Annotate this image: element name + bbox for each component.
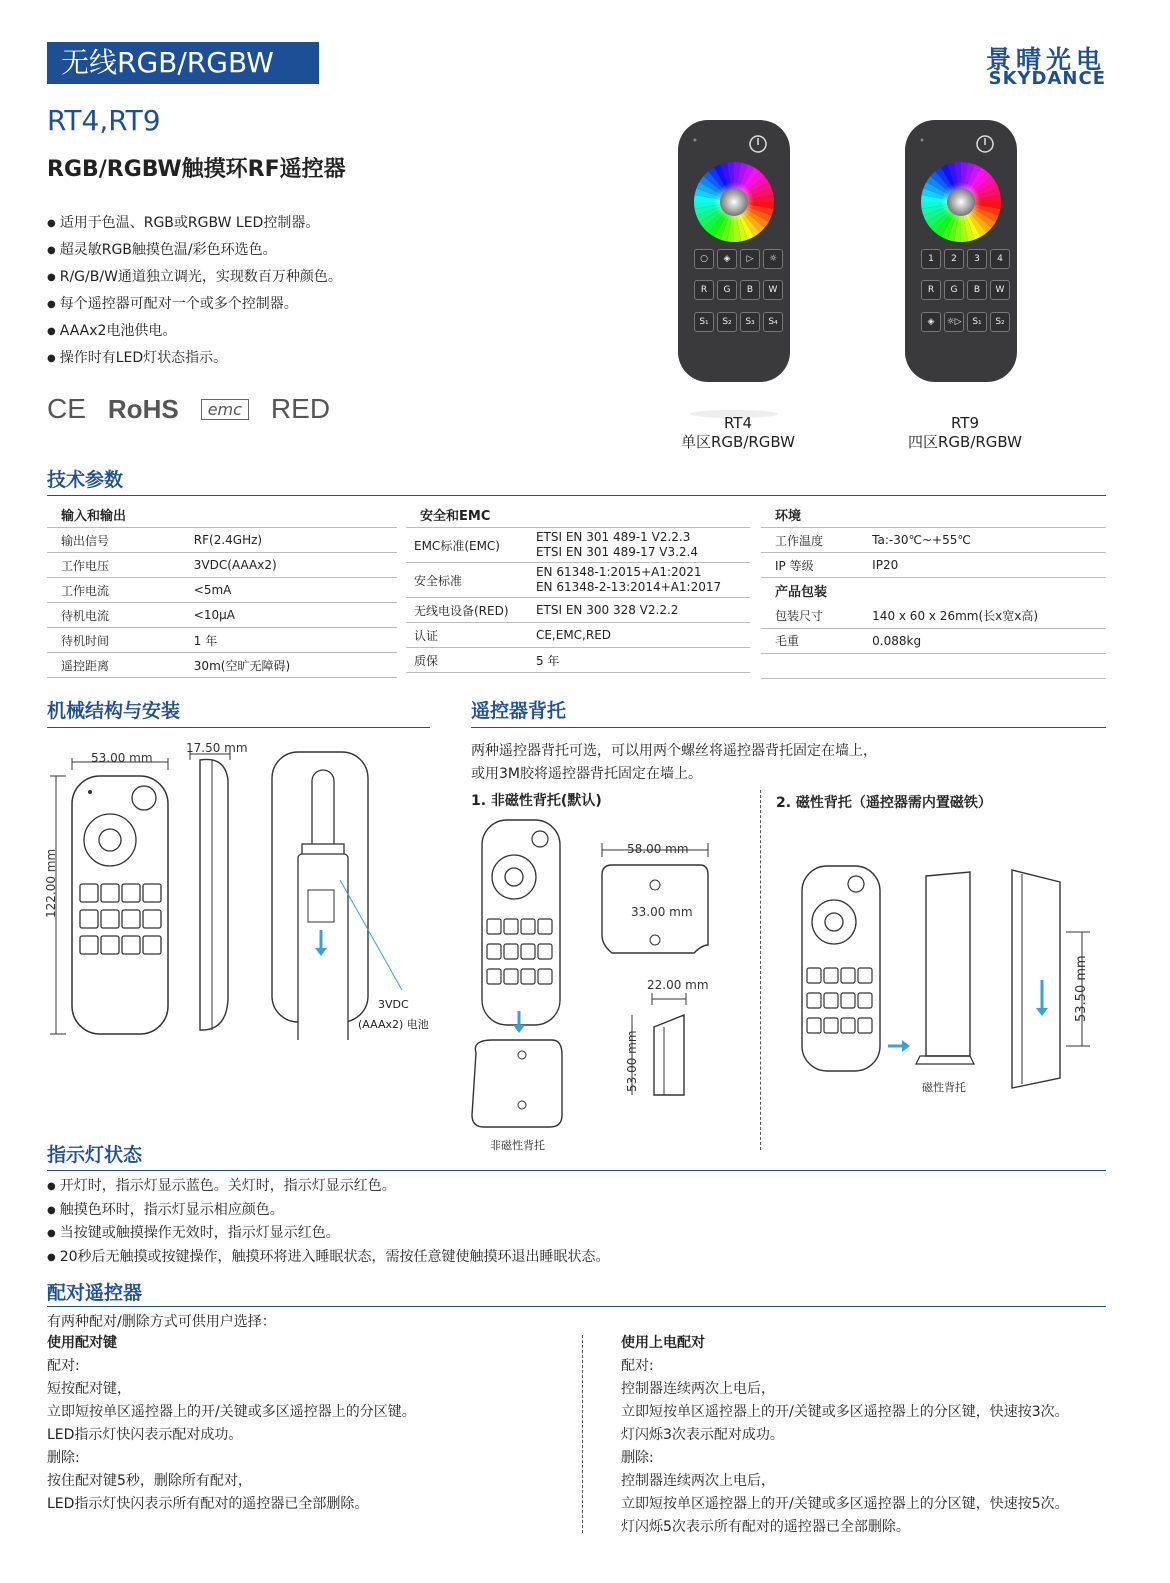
model-title: RT4,RT9 <box>47 104 161 137</box>
divider <box>47 1306 1106 1307</box>
holder-desc-2: 或用3M胶将遥控器背托固定在墙上。 <box>471 766 702 782</box>
nonmag-holder-label: 非磁性背托 <box>490 1139 545 1152</box>
pairing-line: 立即短按单区遥控器上的开/关键或多区遥控器上的分区键，快速按3次。 <box>621 1404 1069 1420</box>
pairing-line: 灯闪烁5次表示所有配对的遥控器已全部删除。 <box>621 1519 910 1535</box>
pairing-line: 立即短按单区遥控器上的开/关键或多区遥控器上的分区键。 <box>47 1404 416 1420</box>
dim-holder-height: 33.00 mm <box>631 905 693 919</box>
holder-option-1: 1. 非磁性背托(默认) <box>471 793 602 809</box>
spec-value: 5 年 <box>528 648 750 673</box>
rohs-logo: RoHS <box>107 393 179 424</box>
dim-holder-height-2: 53.00 mm <box>625 1030 639 1092</box>
remote-button[interactable]: ◈ <box>717 249 737 269</box>
spec-value: EN 61348-2-13:2014+A1:2017 <box>535 580 722 594</box>
feature-item: ● 超灵敏RGB触摸色温/彩色环选色。 <box>47 237 607 264</box>
pairing-title: 配对遥控器 <box>47 1282 143 1304</box>
dim-holder-depth: 22.00 mm <box>647 978 709 992</box>
spec-value: 1 年 <box>180 628 397 653</box>
remote-button[interactable]: ☼▷ <box>944 312 964 332</box>
rt4-caption <box>658 414 818 452</box>
pairing-right-title: 使用上电配对 <box>621 1335 705 1351</box>
feature-item: ● AAAx2电池供电。 <box>47 318 607 345</box>
spec-value: CE,EMC,RED <box>528 623 750 648</box>
mag-holder-drawing <box>790 860 1106 1100</box>
brand-name-cn: 景晴光电 <box>985 45 1106 74</box>
product-subtitle: RGB/RGBW触摸环RF遥控器 <box>47 157 346 182</box>
spec-value: IP20 <box>858 553 1106 578</box>
remote-button[interactable]: W <box>763 280 783 300</box>
pairing-line: 配对: <box>47 1358 80 1374</box>
remote-button[interactable]: ○ <box>694 249 714 269</box>
dim-height: 122.00 mm <box>44 848 58 918</box>
remote-button[interactable]: S₁ <box>694 312 714 332</box>
spec-value: 3VDC(AAAx2) <box>180 553 397 578</box>
remote-button[interactable]: ▷ <box>740 249 760 269</box>
pairing-line: LED指示灯快闪表示所有配对的遥控器已全部删除。 <box>47 1496 369 1512</box>
remote-button[interactable]: S₃ <box>740 312 760 332</box>
brand-name-en: SKYDANCE <box>988 68 1106 89</box>
cert-logos <box>47 393 330 425</box>
spec-key: 工作电流 <box>47 578 180 603</box>
remote-button[interactable]: ☼ <box>763 249 783 269</box>
indicator-item: ● 触摸色环时，指示灯显示相应颜色。 <box>47 1199 610 1223</box>
spec-value: <10μA <box>180 603 397 628</box>
divider <box>47 1170 1106 1171</box>
pairing-divider <box>582 1335 583 1533</box>
pairing-line: LED指示灯快闪表示配对成功。 <box>47 1427 243 1443</box>
remote-button[interactable]: G <box>944 280 964 300</box>
remote-rt9-buttons <box>897 131 1037 351</box>
rt9-model: RT9 <box>950 414 980 432</box>
spec-key: 毛重 <box>761 628 858 653</box>
dim-mag-holder: 53.50 mm <box>1074 955 1089 1022</box>
spec-key: 质保 <box>406 648 528 673</box>
spec-value: 30m(空旷无障碍) <box>180 653 397 678</box>
pairing-line: 灯闪烁3次表示配对成功。 <box>621 1427 784 1443</box>
mech-title: 机械结构与安装 <box>47 700 181 722</box>
pairing-left <box>47 1332 567 1516</box>
indicator-list <box>47 1175 610 1269</box>
remote-button[interactable]: 1 <box>921 249 941 269</box>
pairing-left-title: 使用配对键 <box>47 1335 117 1351</box>
remote-button[interactable]: R <box>694 280 714 300</box>
button-row <box>921 249 1010 269</box>
emc-logo: emc <box>201 399 249 420</box>
indicator-item: ● 20秒后无触摸或按键操作，触摸环将进入睡眠状态，需按任意键使触摸环退出睡眠状态。 <box>47 1246 610 1270</box>
spec-value: 0.088kg <box>858 628 1106 653</box>
spec-value: ETSI EN 301 489-1 V2.2.3 <box>535 530 691 544</box>
remote-button[interactable]: R <box>921 280 941 300</box>
spec-key: 包装尺寸 <box>761 603 858 628</box>
spec-value: ETSI EN 301 489-17 V3.2.4 <box>535 545 699 559</box>
remote-button[interactable]: S₁ <box>967 312 987 332</box>
divider <box>471 727 1106 728</box>
rt9-desc: 四区RGB/RGBW <box>907 433 1023 451</box>
spec-value: ETSI EN 300 328 V2.2.2 <box>528 598 750 623</box>
button-row <box>694 312 783 332</box>
dim-depth: 17.50 mm <box>186 741 248 755</box>
battery-label: 3VDC <box>378 998 409 1011</box>
spec-key: 工作电压 <box>47 553 180 578</box>
remote-button[interactable]: ◈ <box>921 312 941 332</box>
remote-button[interactable]: 2 <box>944 249 964 269</box>
button-row <box>694 280 783 300</box>
spec-key: EMC标准(EMC) <box>406 528 528 563</box>
battery-label-2: (AAAx2) 电池 <box>358 1018 429 1031</box>
divider <box>47 727 430 728</box>
holder-option-2: 2. 磁性背托（遥控器需内置磁铁） <box>776 795 992 811</box>
spec-key: IP 等级 <box>761 553 858 578</box>
pairing-line: 按住配对键5秒，删除所有配对， <box>47 1473 252 1489</box>
pairing-line: 配对: <box>621 1358 654 1374</box>
indicator-title: 指示灯状态 <box>47 1144 143 1166</box>
remote-rt4-buttons <box>670 131 810 351</box>
feature-item: ● 操作时有LED灯状态指示。 <box>47 345 607 372</box>
spec-table-safety <box>406 502 750 673</box>
indicator-item: ● 当按键或触摸操作无效时，指示灯显示红色。 <box>47 1222 610 1246</box>
pairing-line: 删除: <box>621 1450 654 1466</box>
indicator-item: ● 开灯时，指示灯显示蓝色。关灯时，指示灯显示红色。 <box>47 1175 610 1199</box>
spec-key: 认证 <box>406 623 528 648</box>
pairing-right <box>621 1332 1121 1539</box>
pairing-line: 立即短按单区遥控器上的开/关键或多区遥控器上的分区键，快速按5次。 <box>621 1496 1069 1512</box>
holder-desc-1: 两种遥控器背托可选，可以用两个螺丝将遥控器背托固定在墙上， <box>471 743 877 759</box>
pairing-line: 控制器连续两次上电后， <box>621 1473 775 1489</box>
spec-group-title: 输入和输出 <box>47 502 397 528</box>
pairing-intro: 有两种配对/删除方式可供用户选择： <box>47 1314 276 1330</box>
spec-group-title: 环境 <box>761 502 1106 528</box>
spec-group-title: 安全和EMC <box>406 502 750 528</box>
divider <box>47 495 1106 496</box>
spec-group-title: 产品包装 <box>775 585 828 600</box>
rt4-model: RT4 <box>723 414 753 432</box>
pairing-line: 短按配对键， <box>47 1381 131 1397</box>
remote-button[interactable]: W <box>990 280 1010 300</box>
remote-button[interactable]: 4 <box>990 249 1010 269</box>
pairing-line: 删除: <box>47 1450 80 1466</box>
rt4-desc: 单区RGB/RGBW <box>680 433 796 451</box>
remote-button[interactable]: B <box>740 280 760 300</box>
red-logo: RED <box>270 393 331 424</box>
spec-value: Ta:-30℃~+55℃ <box>858 528 1106 553</box>
feature-list <box>47 210 607 372</box>
rt9-caption <box>885 414 1045 452</box>
spec-table-io <box>47 502 397 678</box>
specs-title: 技术参数 <box>47 469 124 491</box>
remote-button[interactable]: S₂ <box>990 312 1010 332</box>
spec-key: 无线电设备(RED) <box>406 598 528 623</box>
nonmag-holder-drawing <box>462 815 762 1135</box>
remote-button[interactable]: S₄ <box>763 312 783 332</box>
spec-value: RF(2.4GHz) <box>180 528 397 553</box>
remote-button[interactable]: G <box>717 280 737 300</box>
spec-key: 安全标准 <box>406 563 528 598</box>
feature-item: ● R/G/B/W通道独立调光，实现数百万种颜色。 <box>47 264 607 291</box>
mech-drawing <box>40 740 440 1040</box>
mag-holder-label: 磁性背托 <box>922 1081 966 1094</box>
dim-width: 53.00 mm <box>91 751 153 765</box>
remote-button[interactable]: B <box>967 280 987 300</box>
remote-button[interactable]: S₂ <box>717 312 737 332</box>
spec-key: 遥控距离 <box>47 653 180 678</box>
holder-title: 遥控器背托 <box>471 700 567 722</box>
category-title: 无线RGB/RGBW <box>47 42 319 84</box>
pairing-line: 控制器连续两次上电后， <box>621 1381 775 1397</box>
spec-value: 140 x 60 x 26mm(长x宽x高) <box>858 603 1106 628</box>
spec-key: 输出信号 <box>47 528 180 553</box>
feature-item: ● 每个遥控器可配对一个或多个控制器。 <box>47 291 607 318</box>
button-row <box>921 280 1010 300</box>
dim-holder-width: 58.00 mm <box>627 842 689 856</box>
spec-value: EN 61348-1:2015+A1:2021 <box>535 565 702 579</box>
spec-table-env <box>761 502 1106 679</box>
button-row <box>921 312 1010 332</box>
ce-logo: CE <box>47 393 86 424</box>
spec-key: 待机时间 <box>47 628 180 653</box>
feature-item: ● 适用于色温、RGB或RGBW LED控制器。 <box>47 210 607 237</box>
spec-key: 工作温度 <box>761 528 858 553</box>
remote-button[interactable]: 3 <box>967 249 987 269</box>
button-row <box>694 249 783 269</box>
spec-key: 待机电流 <box>47 603 180 628</box>
spec-value: <5mA <box>180 578 397 603</box>
